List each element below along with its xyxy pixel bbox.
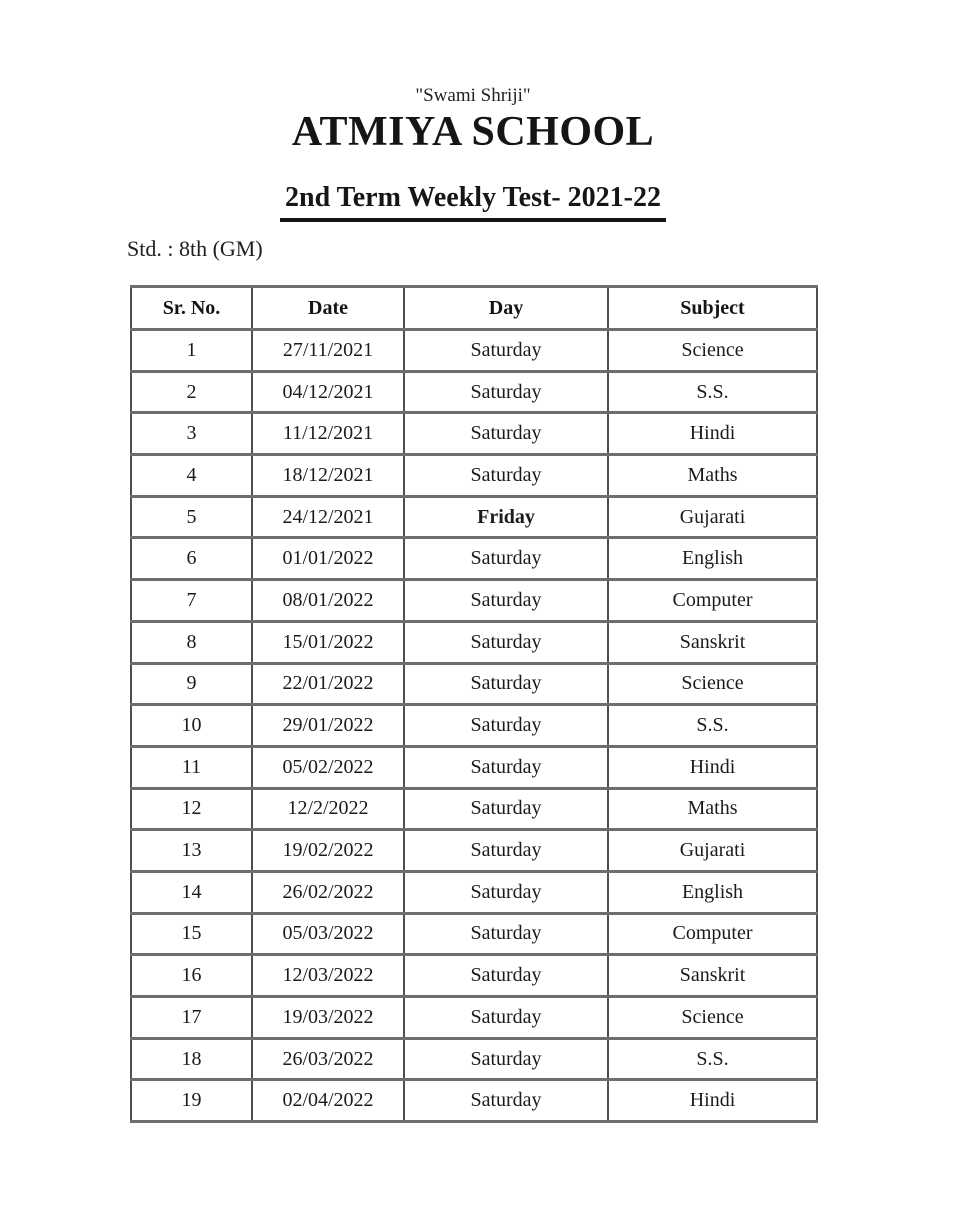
cell-sr-no: 18 — [131, 1038, 252, 1080]
table-row — [131, 913, 817, 955]
cell-sr-no: 12 — [131, 788, 252, 830]
cell-sr-no: 9 — [131, 663, 252, 705]
cell-date: 05/03/2022 — [252, 913, 404, 955]
cell-sr-no: 1 — [131, 330, 252, 372]
cell-day: Saturday — [404, 955, 608, 997]
cell-date: 22/01/2022 — [252, 663, 404, 705]
table-row — [131, 330, 817, 372]
cell-sr-no: 17 — [131, 997, 252, 1039]
table-row — [131, 997, 817, 1039]
cell-date: 08/01/2022 — [252, 580, 404, 622]
cell-sr-no: 3 — [131, 413, 252, 455]
table-row — [131, 455, 817, 497]
cell-date: 27/11/2021 — [252, 330, 404, 372]
table-row — [131, 788, 817, 830]
school-quote: "Swami Shriji" — [415, 85, 531, 106]
table-row — [131, 1080, 817, 1122]
cell-subject: Sanskrit — [608, 621, 817, 663]
cell-subject: Gujarati — [608, 830, 817, 872]
table-row — [131, 580, 817, 622]
cell-sr-no: 6 — [131, 538, 252, 580]
cell-date: 26/03/2022 — [252, 1038, 404, 1080]
document-title: 2nd Term Weekly Test- 2021-22 — [280, 182, 666, 222]
cell-subject: Science — [608, 997, 817, 1039]
column-header-subject: Subject — [608, 287, 817, 330]
cell-day: Saturday — [404, 997, 608, 1039]
cell-date: 05/02/2022 — [252, 746, 404, 788]
cell-day: Saturday — [404, 371, 608, 413]
cell-sr-no: 19 — [131, 1080, 252, 1122]
cell-sr-no: 15 — [131, 913, 252, 955]
table-body — [131, 330, 817, 1122]
table-row — [131, 663, 817, 705]
document-title-band — [0, 182, 946, 222]
cell-subject: Maths — [608, 788, 817, 830]
table-row — [131, 538, 817, 580]
cell-date: 12/03/2022 — [252, 955, 404, 997]
table-row — [131, 746, 817, 788]
table-row — [131, 830, 817, 872]
table-row — [131, 371, 817, 413]
schedule-table — [130, 285, 818, 1123]
cell-subject: English — [608, 871, 817, 913]
cell-date: 19/02/2022 — [252, 830, 404, 872]
cell-day: Saturday — [404, 705, 608, 747]
table-row — [131, 705, 817, 747]
cell-date: 02/04/2022 — [252, 1080, 404, 1122]
cell-subject: Gujarati — [608, 496, 817, 538]
cell-sr-no: 5 — [131, 496, 252, 538]
cell-day: Saturday — [404, 580, 608, 622]
cell-day: Saturday — [404, 1038, 608, 1080]
cell-date: 15/01/2022 — [252, 621, 404, 663]
cell-subject: Computer — [608, 580, 817, 622]
cell-day: Saturday — [404, 663, 608, 705]
cell-date: 29/01/2022 — [252, 705, 404, 747]
cell-sr-no: 13 — [131, 830, 252, 872]
cell-subject: Science — [608, 330, 817, 372]
table-row — [131, 496, 817, 538]
table-row — [131, 871, 817, 913]
cell-day: Saturday — [404, 746, 608, 788]
cell-day: Saturday — [404, 913, 608, 955]
cell-sr-no: 16 — [131, 955, 252, 997]
table-row — [131, 1038, 817, 1080]
cell-subject: Hindi — [608, 746, 817, 788]
cell-day: Saturday — [404, 788, 608, 830]
cell-day: Saturday — [404, 621, 608, 663]
cell-subject: Hindi — [608, 1080, 817, 1122]
cell-date: 18/12/2021 — [252, 455, 404, 497]
column-header-date: Date — [252, 287, 404, 330]
cell-date: 11/12/2021 — [252, 413, 404, 455]
cell-subject: English — [608, 538, 817, 580]
table-row — [131, 413, 817, 455]
cell-day: Saturday — [404, 330, 608, 372]
cell-day: Saturday — [404, 871, 608, 913]
cell-day: Saturday — [404, 538, 608, 580]
cell-date: 04/12/2021 — [252, 371, 404, 413]
cell-subject: Sanskrit — [608, 955, 817, 997]
table-row — [131, 955, 817, 997]
cell-day: Saturday — [404, 830, 608, 872]
cell-day: Saturday — [404, 455, 608, 497]
cell-sr-no: 10 — [131, 705, 252, 747]
cell-date: 24/12/2021 — [252, 496, 404, 538]
cell-date: 12/2/2022 — [252, 788, 404, 830]
cell-subject: S.S. — [608, 705, 817, 747]
column-header-day: Day — [404, 287, 608, 330]
cell-day: Saturday — [404, 413, 608, 455]
cell-sr-no: 4 — [131, 455, 252, 497]
cell-date: 19/03/2022 — [252, 997, 404, 1039]
cell-sr-no: 11 — [131, 746, 252, 788]
cell-subject: Maths — [608, 455, 817, 497]
cell-subject: S.S. — [608, 1038, 817, 1080]
std-label: Std. : 8th (GM) — [127, 236, 263, 261]
school-name: ATMIYA SCHOOL — [291, 109, 655, 155]
cell-subject: Hindi — [608, 413, 817, 455]
table-header-row — [131, 287, 817, 330]
cell-subject: Computer — [608, 913, 817, 955]
cell-sr-no: 7 — [131, 580, 252, 622]
cell-subject: S.S. — [608, 371, 817, 413]
cell-sr-no: 2 — [131, 371, 252, 413]
cell-day: Saturday — [404, 1080, 608, 1122]
table-row — [131, 621, 817, 663]
cell-day: Friday — [404, 496, 608, 538]
cell-sr-no: 14 — [131, 871, 252, 913]
cell-subject: Science — [608, 663, 817, 705]
cell-date: 01/01/2022 — [252, 538, 404, 580]
column-header-sr-no: Sr. No. — [131, 287, 252, 330]
cell-sr-no: 8 — [131, 621, 252, 663]
cell-date: 26/02/2022 — [252, 871, 404, 913]
